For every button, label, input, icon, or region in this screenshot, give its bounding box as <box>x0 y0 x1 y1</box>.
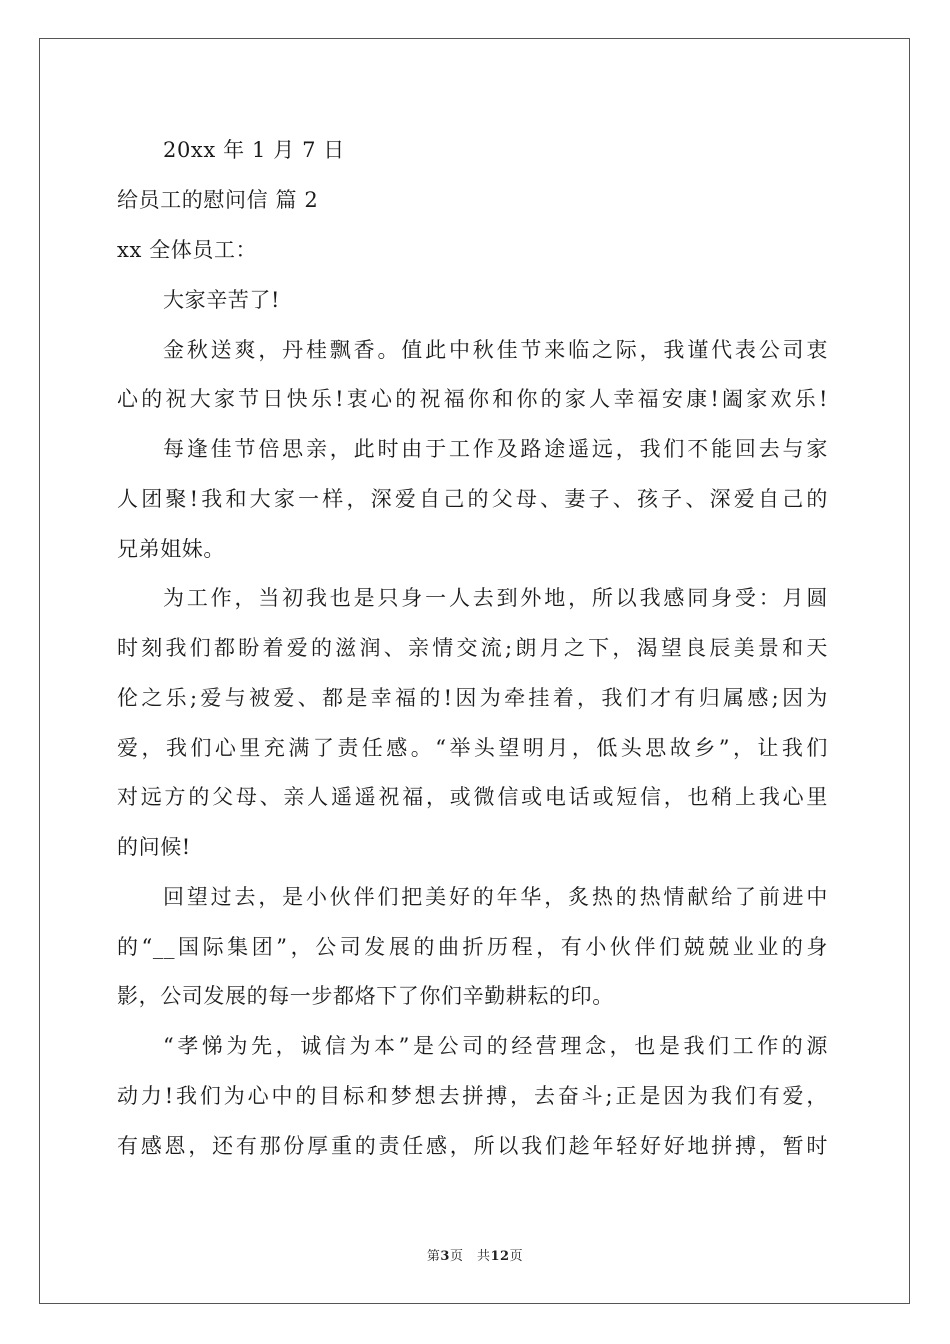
footer-prefix: 第 <box>426 1249 441 1264</box>
letter-salutation: xx 全体员工： <box>117 238 258 262</box>
body-line: 对远方的父母、亲人遥遥祝福，或微信或电话或短信，也稍上我心里 <box>117 785 828 809</box>
body-line: 有感恩，还有那份厚重的责任感，所以我们趁年轻好好地拼搏，暂时 <box>117 1134 828 1158</box>
body-line: 的问候! <box>117 835 191 859</box>
page-border <box>39 38 910 1304</box>
body-line: 人团聚!我和大家一样，深爱自己的父母、妻子、孩子、深爱自己的 <box>117 487 828 511</box>
body-line: 影，公司发展的每一步都烙下了你们辛勤耕耘的印。 <box>117 984 614 1008</box>
body-line: 为工作，当初我也是只身一人去到外地，所以我感同身受：月圆 <box>163 586 828 610</box>
body-line: 金秋送爽，丹桂飘香。值此中秋佳节来临之际，我谨代表公司衷 <box>163 338 828 362</box>
body-line: 动力!我们为心中的目标和梦想去拼搏，去奋斗;正是因为我们有爱， <box>117 1084 828 1108</box>
body-line: 大家辛苦了! <box>163 288 281 312</box>
body-line: 心的祝大家节日快乐!衷心的祝福你和你的家人幸福安康!阖家欢乐! <box>117 387 828 411</box>
body-line: 的“__国际集团”，公司发展的曲折历程，有小伙伴们兢兢业业的身 <box>117 935 828 959</box>
body-line: 时刻我们都盼着爱的滋润、亲情交流;朗月之下，渴望良辰美景和天 <box>117 636 828 660</box>
body-line: 爱，我们心里充满了责任感。“举头望明月，低头思故乡”，让我们 <box>117 736 828 760</box>
footer-page-total: 12 <box>490 1249 510 1264</box>
body-line: 回望过去，是小伙伴们把美好的年华，炙热的热情献给了前进中 <box>163 885 828 909</box>
body-line: 每逢佳节倍思亲，此时由于工作及路途遥远，我们不能回去与家 <box>163 437 828 461</box>
letter-date: 20xx 年 1 月 7 日 <box>163 138 345 162</box>
body-line: 伦之乐;爱与被爱、都是幸福的!因为牵挂着，我们才有归属感;因为 <box>117 686 828 710</box>
body-line: “孝悌为先，诚信为本”是公司的经营理念，也是我们工作的源 <box>163 1034 828 1058</box>
footer-suffix: 页 <box>509 1249 524 1264</box>
footer-mid: 页 共 <box>449 1249 491 1264</box>
page-footer <box>0 1245 950 1264</box>
body-line: 兄弟姐妹。 <box>117 537 225 561</box>
letter-heading: 给员工的慰问信 篇 2 <box>117 188 319 212</box>
footer-page-current: 3 <box>440 1249 450 1264</box>
